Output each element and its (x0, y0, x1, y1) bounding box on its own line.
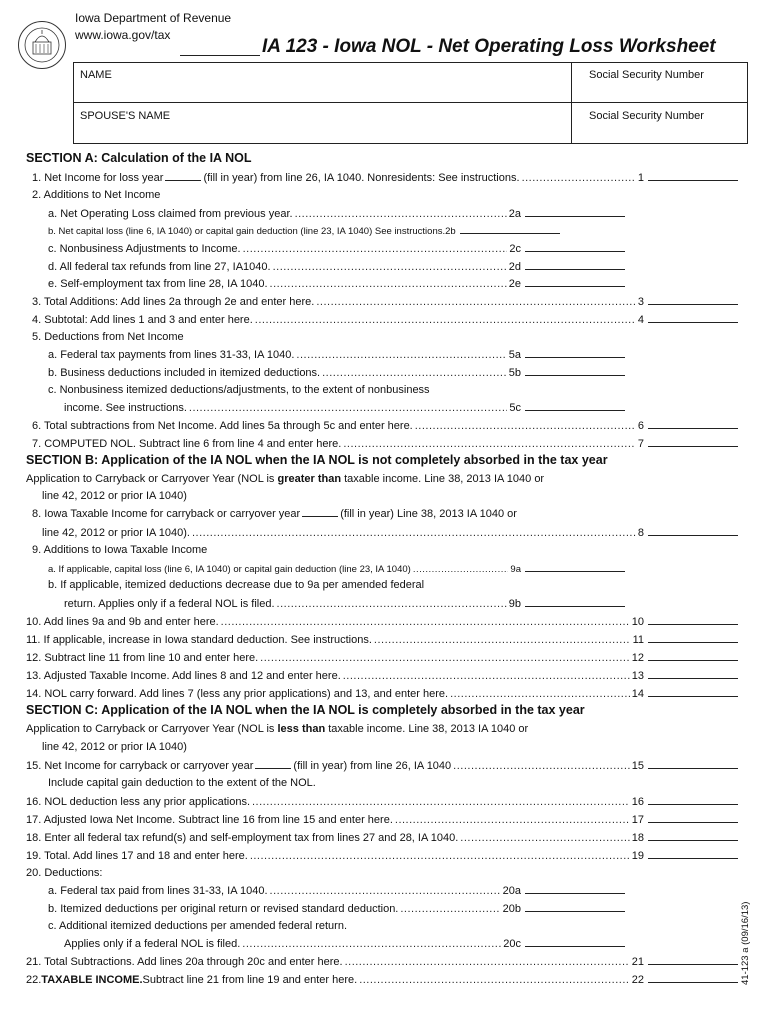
line-20a-input[interactable] (525, 882, 625, 894)
section-b-heading: SECTION B: Application of the IA NOL when the IA NOL is not completely absorbed in the tax year (26, 453, 608, 467)
section-b-intro-2: line 42, 2012 or prior IA 1040) (42, 490, 187, 502)
line-20c-input[interactable] (525, 935, 625, 947)
spouse-ssn-field[interactable]: Social Security Number (589, 110, 704, 122)
line-4-input[interactable] (648, 311, 738, 323)
line-20b: b. Itemized deductions per original return or revised standard deduction. ..... 20b (48, 900, 625, 917)
line-17-input[interactable] (648, 811, 738, 823)
section-b-intro: Application to Carryback or Carryover Year (NOL is greater than taxable income. Line 38, 2013 IA 1040 or (26, 473, 545, 485)
line-14: 14. NOL carry forward. Add lines 7 (less any prior applications) and 13, and enter here. ..... 14 (26, 685, 738, 702)
line-10-input[interactable] (648, 613, 738, 625)
form-code: 41-123 a (09/16/13) (740, 901, 751, 985)
line-2b: b. Net capital loss (line 6, IA 1040) or capital gain deduction (line 23, IA 1040) See instructions. 2b (48, 222, 625, 239)
line-2c-input[interactable] (525, 240, 625, 252)
line-18-input[interactable] (648, 829, 738, 841)
line-7-input[interactable] (648, 435, 738, 447)
line-18: 18. Enter all federal tax refund(s) and self-employment tax from lines 27 and 28, IA 1040. ..... 18 (26, 829, 738, 846)
line-21: 21. Total Subtractions. Add lines 20a through 20c and enter here. ..... 21 (26, 953, 738, 970)
carryover-year-field[interactable] (255, 758, 291, 769)
carryback-year-field[interactable] (302, 506, 338, 517)
line-4: 4. Subtotal: Add lines 1 and 3 and enter here. ..... 4 (32, 311, 738, 328)
name-box-divider (74, 102, 747, 103)
line-6-input[interactable] (648, 417, 738, 429)
line-2e-input[interactable] (525, 275, 625, 287)
agency-website[interactable]: www.iowa.gov/tax (75, 28, 171, 42)
line-2c: c. Nonbusiness Adjustments to Income. ..... 2c (48, 240, 625, 257)
line-5b-input[interactable] (525, 364, 625, 376)
line-8-text: 8. Iowa Taxable Income for carryback or carryover year (fill in year) Line 38, 2013 IA 1040 or (32, 508, 517, 520)
line-22: 22. TAXABLE INCOME. Subtract line 21 from line 19 and enter here. ..... 22 (26, 971, 738, 988)
line-14-input[interactable] (648, 685, 738, 697)
spouse-name-field[interactable]: SPOUSE'S NAME (80, 110, 171, 122)
line-9b-text: b. If applicable, itemized deductions decrease due to 9a per amended federal (48, 579, 425, 591)
line-6: 6. Total subtractions from Net Income. Add lines 5a through 5c and enter here. ..... 6 (32, 417, 738, 434)
title-rule (180, 55, 260, 56)
line-3-input[interactable] (648, 293, 738, 305)
line-5b: b. Business deductions included in itemized deductions. ..... 5b (48, 364, 625, 381)
line-20c: Applies only if a federal NOL is filed. ..... 20c (64, 935, 625, 952)
line-5c: income. See instructions. ..... 5c (64, 399, 625, 416)
line-9a-input[interactable] (525, 560, 625, 572)
line-5a: a. Federal tax payments from lines 31-33, IA 1040. ..... 5a (48, 346, 625, 363)
line-5-label: 5. Deductions from Net Income (32, 331, 184, 343)
line-5a-input[interactable] (525, 346, 625, 358)
section-c-intro: Application to Carryback or Carryover Year (NOL is less than taxable income. Line 38, 2013 IA 1040 or (26, 723, 529, 735)
line-11-input[interactable] (648, 631, 738, 643)
line-16-input[interactable] (648, 793, 738, 805)
line-2d-input[interactable] (525, 258, 625, 270)
state-seal-icon (17, 20, 67, 70)
line-20-label: 20. Deductions: (26, 867, 103, 879)
line-2-label: 2. Additions to Net Income (32, 189, 161, 201)
line-10: 10. Add lines 9a and 9b and enter here. ..... 10 (26, 613, 738, 630)
line-15-note: Include capital gain deduction to the extent of the NOL. (48, 777, 316, 789)
line-12: 12. Subtract line 11 from line 10 and enter here. ..... 12 (26, 649, 738, 666)
agency-block (75, 10, 231, 44)
line-15: 15. Net Income for carryback or carryover year (fill in year) from line 26, IA 1040 ..... 15 (26, 757, 738, 774)
ssn-field[interactable]: Social Security Number (589, 69, 704, 81)
name-box-column-divider (571, 63, 572, 143)
line-15-input[interactable] (648, 757, 738, 769)
loss-year-field[interactable] (165, 170, 201, 181)
name-field[interactable]: NAME (80, 69, 112, 81)
form-title: IA 123 - Iowa NOL - Net Operating Loss Worksheet (262, 36, 716, 57)
line-21-input[interactable] (648, 953, 738, 965)
line-2a: a. Net Operating Loss claimed from previous year. ..... 2a (48, 205, 625, 222)
line-13-input[interactable] (648, 667, 738, 679)
line-7: 7. COMPUTED NOL. Subtract line 6 from line 4 and enter here. ..... 7 (32, 435, 738, 452)
line-2a-input[interactable] (525, 205, 625, 217)
line-8-input[interactable] (648, 524, 738, 536)
line-3: 3. Total Additions: Add lines 2a through 2e and enter here. ..... 3 (32, 293, 738, 310)
line-17: 17. Adjusted Iowa Net Income. Subtract line 16 from line 15 and enter here. ..... 17 (26, 811, 738, 828)
agency-name: Iowa Department of Revenue (75, 11, 232, 25)
line-9a: a. If applicable, capital loss (line 6, IA 1040) or capital gain deduction (line 23, IA 1040) ..... 9a (48, 560, 625, 577)
section-a-heading: SECTION A: Calculation of the IA NOL (26, 151, 252, 165)
line-1: 1. Net Income for loss year (fill in year) from line 26, IA 1040. Nonresidents: See instructions. ..... 1 (32, 169, 738, 186)
name-box (73, 62, 748, 144)
line-19: 19. Total. Add lines 17 and 18 and enter here. ..... 19 (26, 847, 738, 864)
line-5c-input[interactable] (525, 399, 625, 411)
section-c-intro-2: line 42, 2012 or prior IA 1040) (42, 741, 187, 753)
line-2b-input[interactable] (460, 222, 560, 234)
line-20a: a. Federal tax paid from lines 31-33, IA 1040. ..... 20a (48, 882, 625, 899)
line-19-input[interactable] (648, 847, 738, 859)
line-20b-input[interactable] (525, 900, 625, 912)
line-20c-text: c. Additional itemized deductions per amended federal return. (48, 920, 348, 932)
line-16: 16. NOL deduction less any prior applications. ..... 16 (26, 793, 738, 810)
line-1-input[interactable] (648, 169, 738, 181)
line-9b-input[interactable] (525, 595, 625, 607)
line-9b: return. Applies only if a federal NOL is filed. ..... 9b (64, 595, 625, 612)
line-2e: e. Self-employment tax from line 28, IA 1040. ..... 2e (48, 275, 625, 292)
line-11: 11. If applicable, increase in Iowa standard deduction. See instructions. ..... 11 (26, 631, 738, 648)
line-13: 13. Adjusted Taxable Income. Add lines 8 and 12 and enter here. ..... 13 (26, 667, 738, 684)
line-12-input[interactable] (648, 649, 738, 661)
line-2d: d. All federal tax refunds from line 27, IA1040. ..... 2d (48, 258, 625, 275)
line-22-input[interactable] (648, 971, 738, 983)
line-8: line 42, 2012 or prior IA 1040). ..... 8 (42, 524, 738, 541)
line-5c-text: c. Nonbusiness itemized deductions/adjustments, to the extent of nonbusiness (48, 384, 430, 396)
section-c-heading: SECTION C: Application of the IA NOL when the IA NOL is completely absorbed in the tax year (26, 703, 585, 717)
line-9-label: 9. Additions to Iowa Taxable Income (32, 544, 208, 556)
